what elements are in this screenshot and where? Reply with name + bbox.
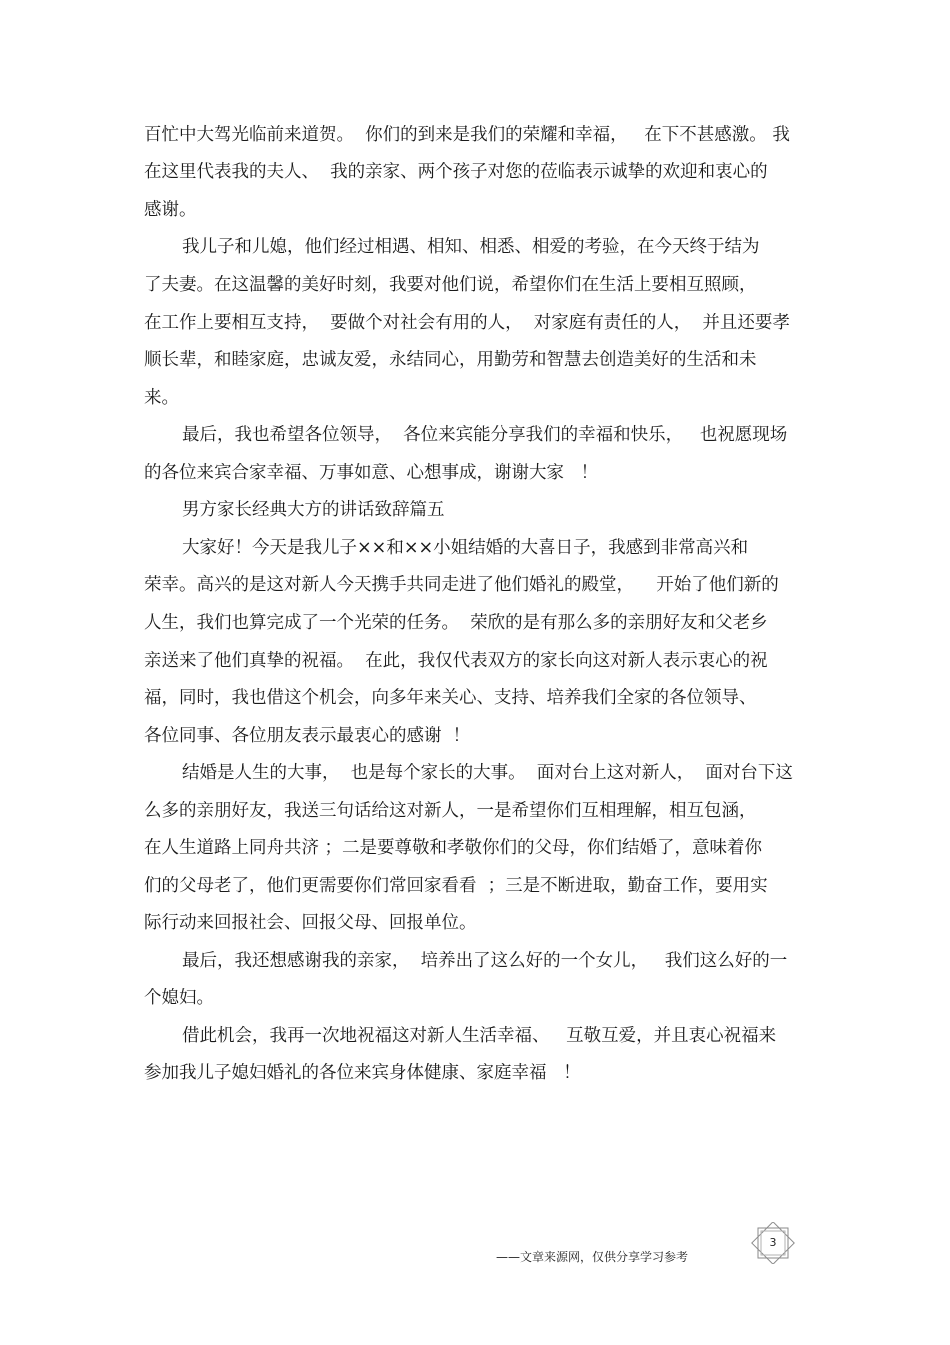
footer-source-note: ——文章来源网，仅供分享学习参考 [496,1250,689,1264]
text-line-9: 最后，我也希望各位领导， 各位来宾能分享我们的幸福和快乐， 也祝愿现场 [182,425,788,445]
text-line-24: 个媳妇。 [144,988,214,1008]
text-line-17: 各位同事、各位朋友表示最衷心的感谢 ！ [144,726,471,746]
text-line-8: 来。 [144,388,179,408]
text-line-10: 的各位来宾合家幸福、万事如意、心想事成，谢谢大家 ！ [144,463,599,483]
text-line-21: 们的父母老了，他们更需要你们常回家看看 ；三是不断进取，勤奋工作，要用实 [144,876,768,896]
text-line-26: 参加我儿子媳妇婚礼的各位来宾身体健康、家庭幸福 ！ [144,1063,581,1083]
text-line-5: 了夫妻。在这温馨的美好时刻，我要对他们说，希望你们在生活上要相互照顾， [144,275,757,295]
text-line-23: 最后，我还想感谢我的亲家， 培养出了这么好的一个女儿， 我们这么好的一 [182,951,788,971]
page-number-badge [748,1222,798,1264]
text-line-15: 亲送来了他们真挚的祝福。 在此，我仅代表双方的家长向这对新人表示衷心的祝 [144,651,768,671]
text-line-6: 在工作上要相互支持， 要做个对社会有用的人， 对家庭有责任的人， 并且还要孝 [144,313,790,333]
text-line-7: 顺长辈，和睦家庭，忠诚友爱，永结同心，用勤劳和智慧去创造美好的生活和未 [144,350,757,370]
text-line-12: 大家好！今天是我儿子××和××小姐结婚的大喜日子，我感到非常高兴和 [182,538,749,558]
text-line-20: 在人生道路上同舟共济 ；二是要尊敬和孝敬你们的父母，你们结婚了，意味着你 [144,838,763,858]
page-number: 3 [769,1236,777,1249]
text-line-14: 人生，我们也算完成了一个光荣的任务。 荣欣的是有那么多的亲朋好友和父老乡 [144,613,768,633]
text-line-13: 荣幸。高兴的是这对新人今天携手共同走进了他们婚礼的殿堂， 开始了他们新的 [144,575,779,595]
text-line-3: 感谢。 [144,200,197,220]
text-line-22: 际行动来回报社会、回报父母、回报单位。 [144,913,477,933]
text-line-16: 福，同时，我也借这个机会，向多年来关心、支持、培养我们全家的各位领导、 [144,688,757,708]
text-line-1: 百忙中大驾光临前来道贺。 你们的到来是我们的荣耀和幸福， 在下不甚感激。 我 [144,125,790,145]
text-line-19: 么多的亲朋好友，我送三句话给这对新人，一是希望你们互相理解，相互包涵， [144,801,757,821]
text-line-4: 我儿子和儿媳，他们经过相遇、相知、相悉、相爱的考验，在今天终于结为 [182,237,760,257]
text-line-2: 在这里代表我的夫人、 我的亲家、两个孩子对您的莅临表示诚挚的欢迎和衷心的 [144,162,768,182]
section-heading: 男方家长经典大方的讲话致辞篇五 [182,500,445,520]
text-line-25: 借此机会，我再一次地祝福这对新人生活幸福、 互敬互爱，并且衷心祝福来 [182,1026,777,1046]
text-line-18: 结婚是人生的大事， 也是每个家长的大事。 面对台上这对新人， 面对台下这 [182,763,793,783]
